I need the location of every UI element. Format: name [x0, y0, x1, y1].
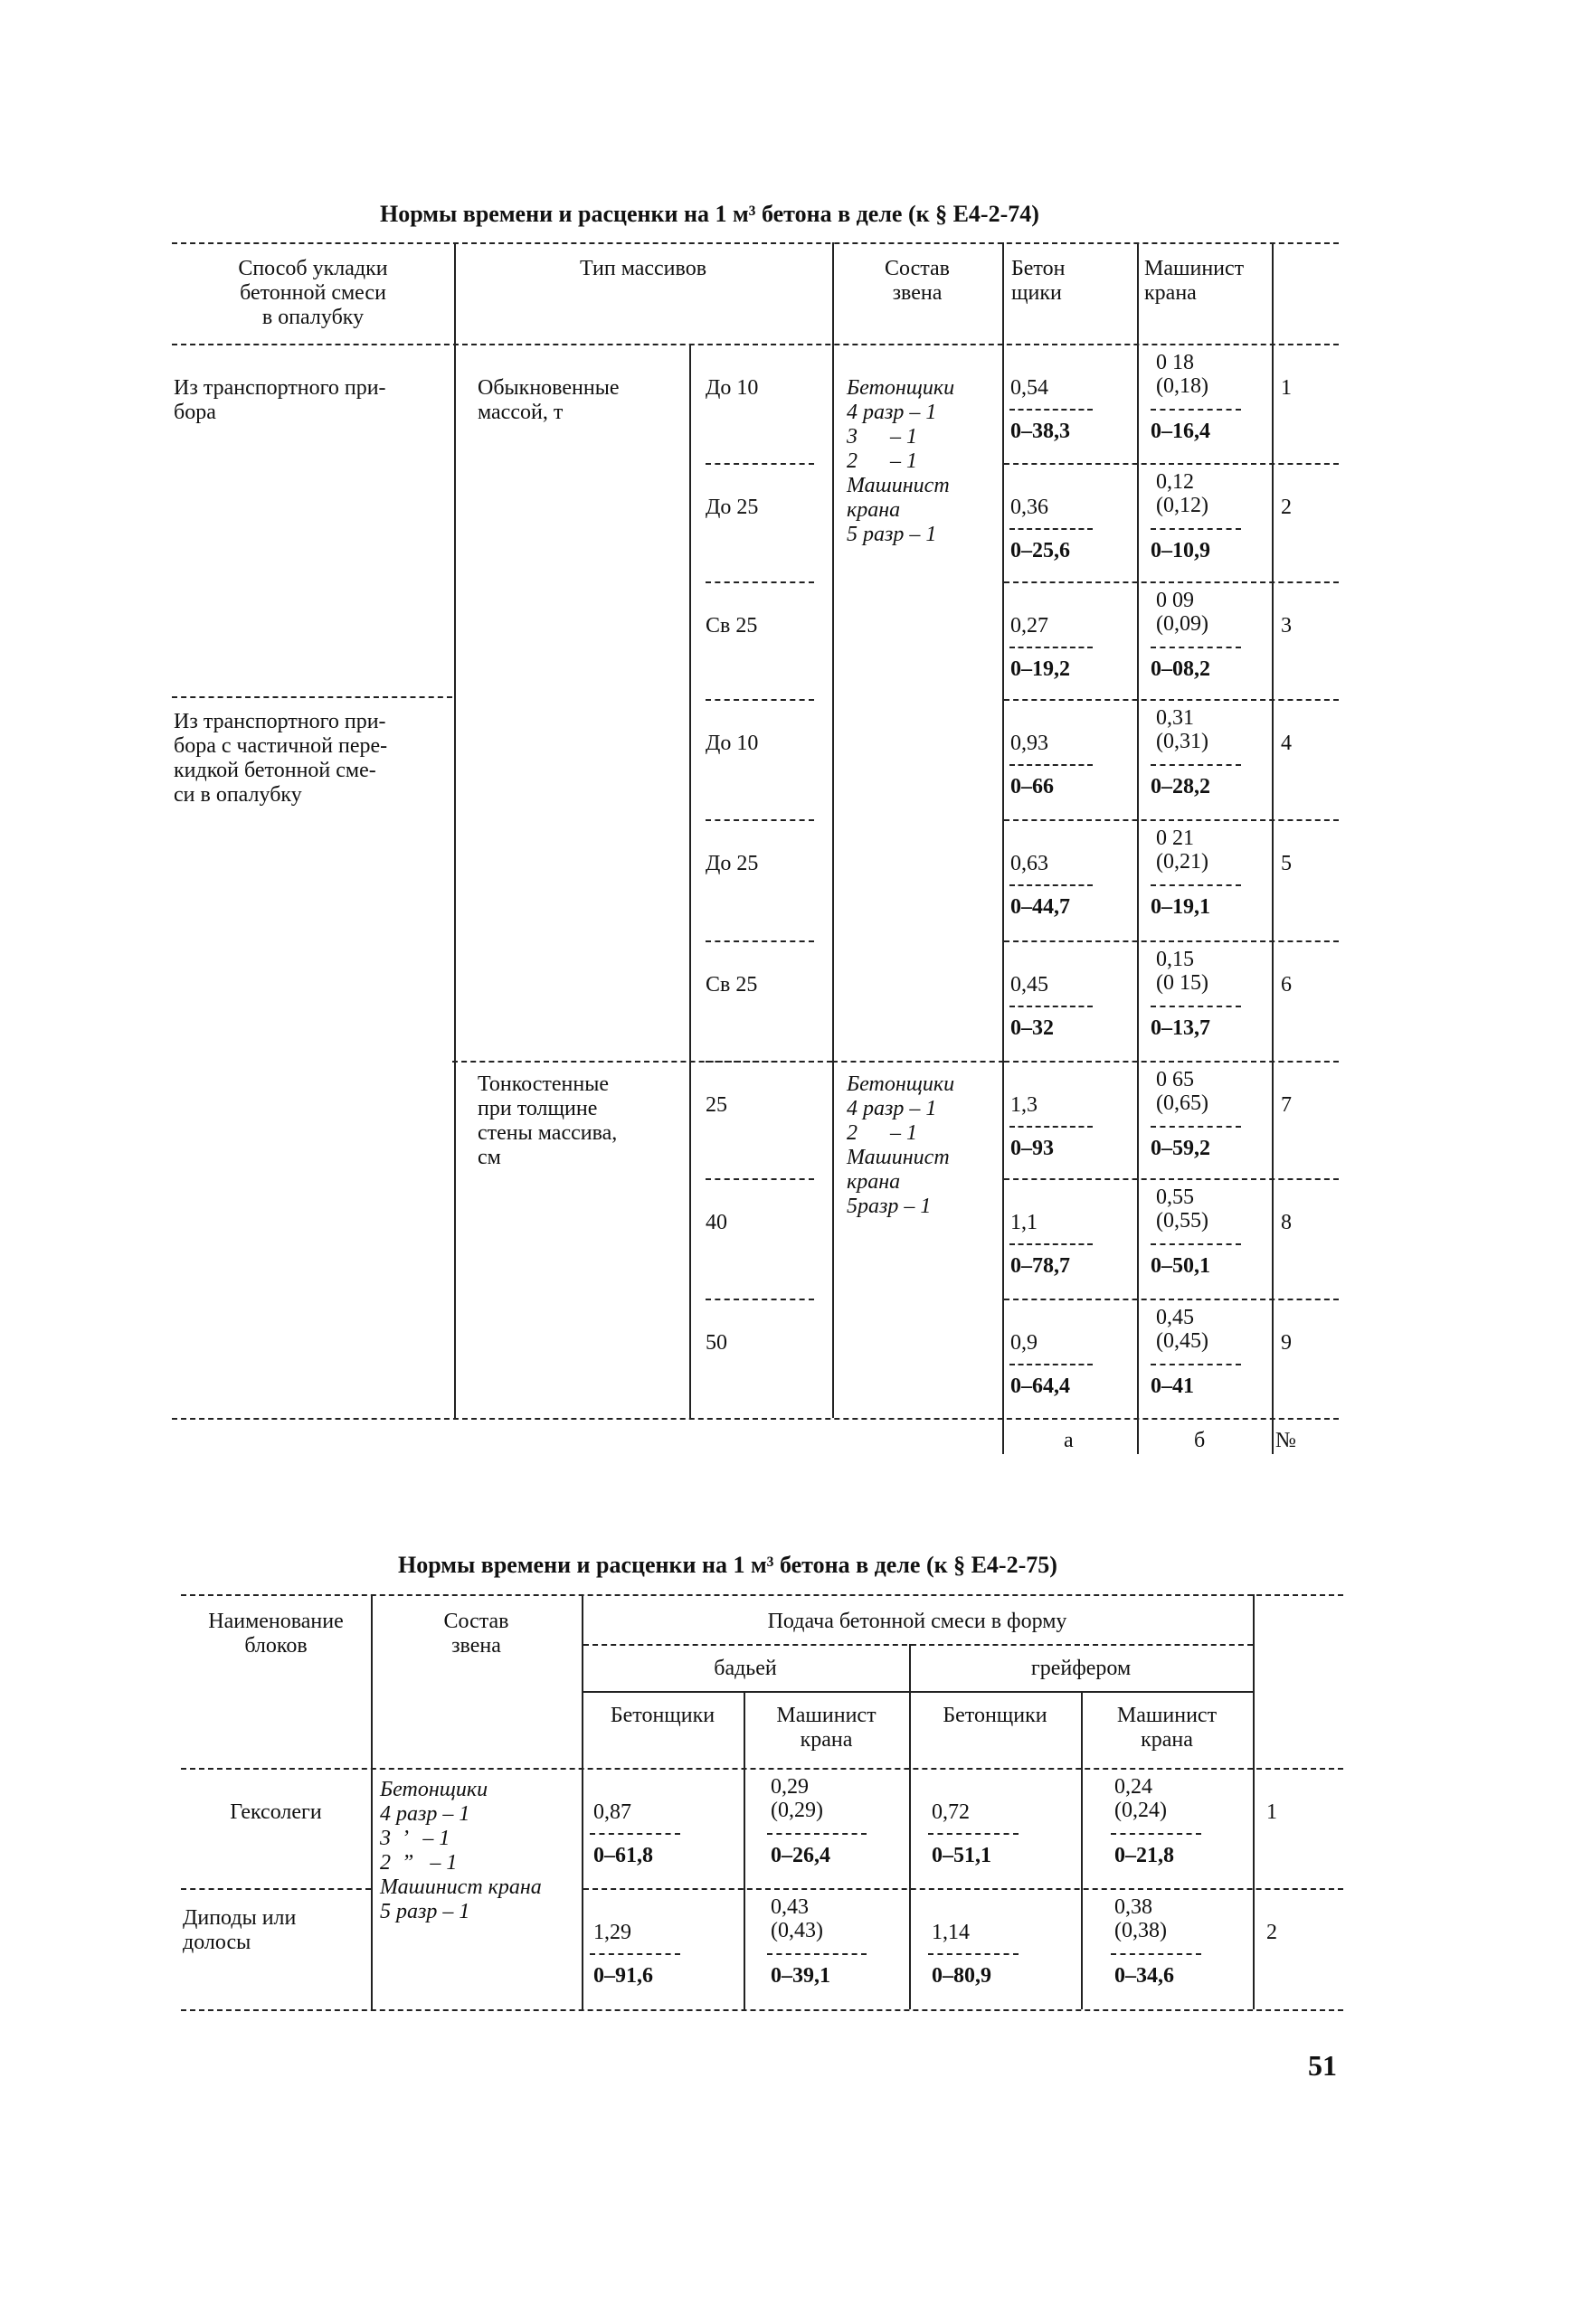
table2-row-number: 1	[1266, 1800, 1277, 1824]
table1-col-divider	[1002, 242, 1004, 1454]
table1-header-crew: Состав звена	[884, 257, 951, 305]
table1-fraction-rule	[1151, 409, 1241, 411]
table1-concrete-norm: 0,36	[1010, 496, 1048, 519]
table1-concrete-norm: 0,93	[1010, 732, 1048, 755]
table2-grab-operator-rate: 0–34,6	[1114, 1964, 1174, 1988]
table1-concrete-rate: 0–93	[1010, 1137, 1054, 1160]
table1-row-number: 1	[1281, 376, 1292, 400]
table1-fraction-rule	[1009, 1006, 1093, 1007]
table2-header-rule	[181, 1768, 1343, 1770]
table1-concrete-norm: 1,1	[1010, 1211, 1038, 1234]
table1-header-method: Способ укладки бетонной смеси в опалубку	[238, 257, 388, 329]
table1-row-rule	[1004, 1061, 1339, 1063]
table1-row-rule	[1004, 463, 1339, 465]
table1-operator-hours: (0 15)	[1156, 971, 1208, 995]
table2-header-operator: Машинист крана	[776, 1704, 877, 1752]
table2-fraction-rule	[928, 1833, 1019, 1835]
table1-col-divider	[832, 242, 834, 1418]
table1-row-size: Св 25	[706, 614, 758, 638]
page-number: 51	[1308, 2049, 1337, 2082]
table1-operator-norm: 0 18	[1156, 351, 1194, 374]
table1-row-number: 6	[1281, 973, 1292, 997]
table1-operator-hours: (0,12)	[1156, 494, 1208, 517]
table1-footer-num: №	[1275, 1429, 1296, 1452]
table2-sub-rule	[583, 1691, 1253, 1693]
table2-top-rule	[181, 1594, 1343, 1596]
table1-concrete-norm: 0,63	[1010, 852, 1048, 875]
table1-concrete-rate: 0–32	[1010, 1016, 1054, 1040]
table2-bucket-concrete-norm: 0,87	[593, 1800, 631, 1824]
table1-col-divider	[1272, 242, 1274, 1454]
table1-concrete-norm: 1,3	[1010, 1093, 1038, 1117]
table1-operator-rate: 0–10,9	[1151, 539, 1210, 562]
table1-type: Тонкостенные при толщине стены массива, см	[478, 1072, 618, 1169]
table1-row-rule	[706, 699, 814, 701]
table2-grab-operator-norm: 0,24	[1114, 1775, 1152, 1799]
table1-row-rule	[1004, 819, 1339, 821]
table1-operator-rate: 0–28,2	[1151, 775, 1210, 798]
table1-row-rule	[706, 819, 814, 821]
table2-header-bucket: бадьей	[714, 1657, 777, 1680]
table1-operator-rate: 0–50,1	[1151, 1254, 1210, 1278]
table1-fraction-rule	[1151, 647, 1241, 648]
table1-crew: Бетонщики 4 разр – 1 3 – 1 2 – 1 Машинист крана 5 разр – 1	[847, 376, 955, 546]
table1-row-rule	[1004, 699, 1339, 701]
table1-fraction-rule	[1151, 1243, 1241, 1245]
table2-col-divider	[1253, 1594, 1255, 2009]
table1-caption: Нормы времени и расценки на 1 м³ бетона в деле (к § Е4-2-74)	[380, 201, 1039, 227]
table1-row-number: 4	[1281, 732, 1292, 755]
table1-concrete-rate: 0–66	[1010, 775, 1054, 798]
table1-row-rule	[1004, 1299, 1339, 1300]
table1-operator-rate: 0–19,1	[1151, 895, 1210, 919]
table2-fraction-rule	[928, 1953, 1019, 1955]
table1-type: Обыкновенные массой, т	[478, 376, 620, 424]
table1-col-divider	[1137, 242, 1139, 1454]
table1-row-rule	[706, 1178, 814, 1180]
table2-bucket-concrete-norm: 1,29	[593, 1921, 631, 1944]
table2-bucket-operator-hours: (0,43)	[771, 1919, 823, 1942]
table1-operator-hours: (0,55)	[1156, 1209, 1208, 1233]
table1-fraction-rule	[1151, 528, 1241, 530]
table2-grab-concrete-rate: 0–80,9	[932, 1964, 991, 1988]
table1-row-number: 3	[1281, 614, 1292, 638]
table1-concrete-rate: 0–44,7	[1010, 895, 1070, 919]
table1-row-number: 2	[1281, 496, 1292, 519]
table2-bucket-operator-rate: 0–26,4	[771, 1844, 830, 1867]
table1-header-concrete: Бетон щики	[1011, 257, 1066, 305]
table1-fraction-rule	[1009, 1126, 1093, 1128]
table1-row-size: 50	[706, 1331, 727, 1355]
table1-method: Из транспортного при- бора с частичной пере- кидкой бетонной сме- си в опалубку	[174, 710, 388, 807]
table1-row-size: До 25	[706, 496, 759, 519]
table1-row-number: 5	[1281, 852, 1292, 875]
table1-row-rule	[706, 1061, 814, 1063]
table2-header-supply: Подача бетонной смеси в форму	[767, 1610, 1067, 1633]
table2-grab-concrete-norm: 1,14	[932, 1921, 970, 1944]
table2-grab-operator-rate: 0–21,8	[1114, 1844, 1174, 1867]
table2-caption: Нормы времени и расценки на 1 м³ бетона в деле (к § Е4-2-75)	[398, 1552, 1057, 1578]
table1-row-rule	[706, 1299, 814, 1300]
table1-header-type: Тип массивов	[579, 257, 707, 280]
table1-crew-divider	[832, 1061, 1004, 1063]
table1-operator-norm: 0,12	[1156, 470, 1194, 494]
table2-fraction-rule	[1111, 1833, 1201, 1835]
table1-header-rule	[172, 344, 1339, 345]
table1-row-rule	[1004, 581, 1339, 583]
table1-row-size: До 10	[706, 732, 759, 755]
table1-footer-a: а	[1064, 1429, 1074, 1452]
table1-concrete-norm: 0,54	[1010, 376, 1048, 400]
table1-operator-hours: (0,18)	[1156, 374, 1208, 398]
table1-row-number: 7	[1281, 1093, 1292, 1117]
table1-top-rule	[172, 242, 1339, 244]
table1-col-divider	[454, 242, 456, 1418]
table2-row-rule	[181, 1888, 371, 1890]
table1-concrete-norm: 0,9	[1010, 1331, 1038, 1355]
table1-operator-rate: 0–41	[1151, 1375, 1194, 1398]
table2-sub-rule	[583, 1644, 1253, 1646]
table2-header-block: Наименование блоков	[208, 1610, 344, 1658]
table1-row-rule	[1004, 1178, 1339, 1180]
table1-operator-hours: (0,21)	[1156, 850, 1208, 874]
table2-fraction-rule	[767, 1833, 867, 1835]
table1-header-operator: Машинист крана	[1144, 257, 1245, 305]
table2-fraction-rule	[767, 1953, 867, 1955]
table1-concrete-rate: 0–78,7	[1010, 1254, 1070, 1278]
table2-block-name: Гексолеги	[230, 1800, 322, 1824]
table2-grab-operator-hours: (0,24)	[1114, 1799, 1167, 1822]
table2-grab-concrete-rate: 0–51,1	[932, 1844, 991, 1867]
table1-row-size: 25	[706, 1093, 727, 1117]
table1-fraction-rule	[1009, 884, 1093, 886]
table1-concrete-rate: 0–38,3	[1010, 420, 1070, 443]
table1-operator-rate: 0–16,4	[1151, 420, 1210, 443]
table2-crew: Бетонщики 4 разр – 1 3 ’ – 1 2 ” – 1 Машинист крана 5 разр – 1	[380, 1778, 542, 1923]
table2-bucket-operator-rate: 0–39,1	[771, 1964, 830, 1988]
table1-row-size: Св 25	[706, 973, 758, 997]
table1-fraction-rule	[1151, 1364, 1241, 1365]
table2-row-rule	[583, 1888, 1343, 1890]
table1-operator-norm: 0 21	[1156, 827, 1194, 850]
table1-row-size: До 10	[706, 376, 759, 400]
table1-fraction-rule	[1009, 1243, 1093, 1245]
table1-fraction-rule	[1009, 409, 1093, 411]
table1-fraction-rule	[1151, 884, 1241, 886]
table1-fraction-rule	[1009, 764, 1093, 766]
table1-col-divider	[689, 344, 691, 1418]
table2-bottom-rule	[181, 2009, 1343, 2011]
table1-crew: Бетонщики 4 разр – 1 2 – 1 Машинист крана 5разр – 1	[847, 1072, 955, 1218]
table2-grab-concrete-norm: 0,72	[932, 1800, 970, 1824]
table1-concrete-norm: 0,45	[1010, 973, 1048, 997]
table1-row-number: 9	[1281, 1331, 1292, 1355]
table1-fraction-rule	[1151, 1006, 1241, 1007]
table1-operator-rate: 0–13,7	[1151, 1016, 1210, 1040]
table1-row-size: 40	[706, 1211, 727, 1234]
table1-fraction-rule	[1009, 1364, 1093, 1365]
table1-footer-b: б	[1194, 1429, 1206, 1452]
table2-grab-operator-norm: 0,38	[1114, 1895, 1152, 1919]
table1-row-rule	[706, 581, 814, 583]
table1-row-rule	[706, 940, 814, 942]
table2-bucket-concrete-rate: 0–61,8	[593, 1844, 653, 1867]
table1-method: Из транспортного при- бора	[174, 376, 386, 424]
table1-row-rule	[706, 463, 814, 465]
table1-method-divider	[172, 696, 452, 698]
table1-operator-hours: (0,45)	[1156, 1329, 1208, 1353]
table1-bottom-rule	[172, 1418, 1339, 1420]
table1-operator-hours: (0,65)	[1156, 1091, 1208, 1115]
table2-header-concrete: Бетонщики	[610, 1704, 715, 1727]
table1-operator-norm: 0,45	[1156, 1306, 1194, 1329]
table2-header-operator: Машинист крана	[1116, 1704, 1218, 1752]
table1-concrete-rate: 0–64,4	[1010, 1375, 1070, 1398]
table1-row-size: До 25	[706, 852, 759, 875]
table2-header-grab: грейфером	[1030, 1657, 1132, 1680]
table1-concrete-norm: 0,27	[1010, 614, 1048, 638]
table2-bucket-operator-hours: (0,29)	[771, 1799, 823, 1822]
table2-fraction-rule	[1111, 1953, 1201, 1955]
table2-header-concrete: Бетонщики	[943, 1704, 1047, 1727]
table2-bucket-concrete-rate: 0–91,6	[593, 1964, 653, 1988]
table1-fraction-rule	[1009, 528, 1093, 530]
table2-col-divider	[909, 1644, 911, 2009]
table1-operator-hours: (0,09)	[1156, 612, 1208, 636]
table1-fraction-rule	[1151, 1126, 1241, 1128]
table2-header-crew: Состав звена	[443, 1610, 509, 1658]
table2-fraction-rule	[590, 1953, 680, 1955]
table1-operator-hours: (0,31)	[1156, 730, 1208, 753]
table1-operator-norm: 0 09	[1156, 589, 1194, 612]
table2-fraction-rule	[590, 1833, 680, 1835]
table1-concrete-rate: 0–25,6	[1010, 539, 1070, 562]
table2-block-name: Диподы или долосы	[183, 1906, 297, 1954]
table1-operator-norm: 0,31	[1156, 706, 1194, 730]
table2-grab-operator-hours: (0,38)	[1114, 1919, 1167, 1942]
table1-operator-rate: 0–59,2	[1151, 1137, 1210, 1160]
table2-bucket-operator-norm: 0,43	[771, 1895, 809, 1919]
table1-operator-norm: 0 65	[1156, 1068, 1194, 1091]
table2-row-number: 2	[1266, 1921, 1277, 1944]
table1-concrete-rate: 0–19,2	[1010, 657, 1070, 681]
table1-row-number: 8	[1281, 1211, 1292, 1234]
table1-fraction-rule	[1009, 647, 1093, 648]
table1-operator-norm: 0,55	[1156, 1186, 1194, 1209]
table1-fraction-rule	[1151, 764, 1241, 766]
table1-row-rule	[1004, 940, 1339, 942]
table2-bucket-operator-norm: 0,29	[771, 1775, 809, 1799]
table1-operator-norm: 0,15	[1156, 948, 1194, 971]
table1-operator-rate: 0–08,2	[1151, 657, 1210, 681]
